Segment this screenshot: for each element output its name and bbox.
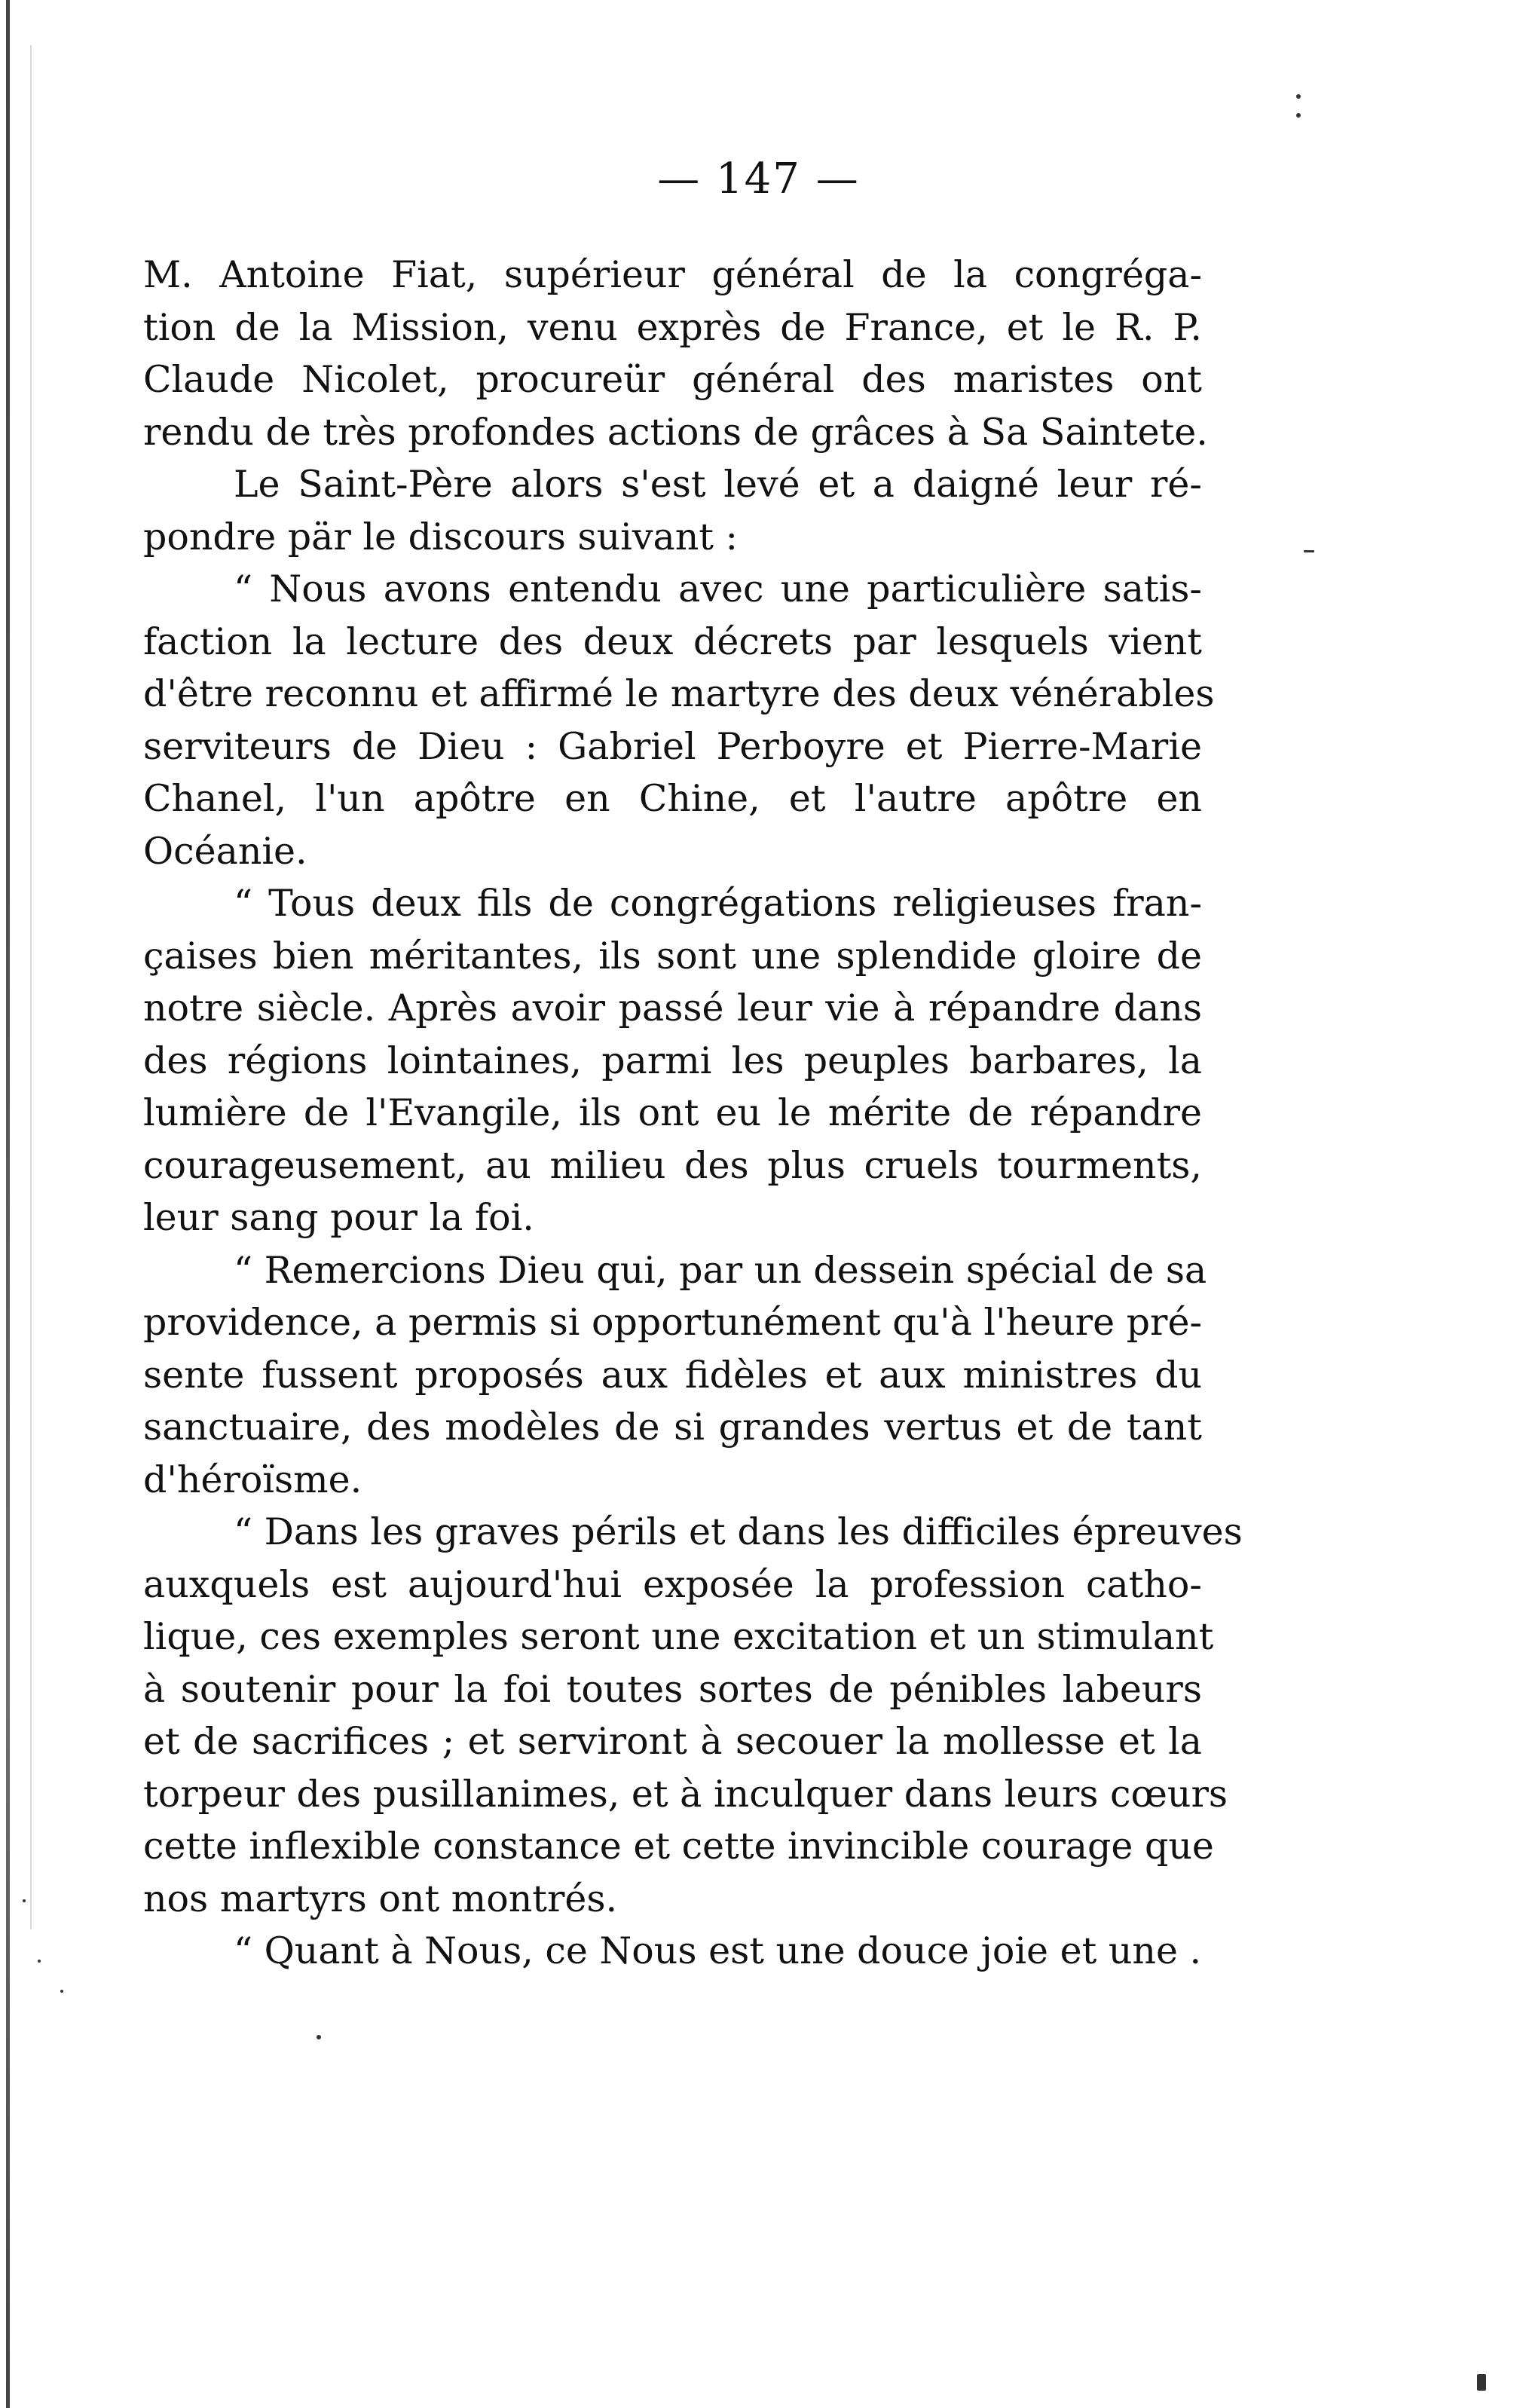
text-line: notre siècle. Après avoir passé leur vie à répandre dans [143, 987, 1202, 1030]
text-line: “ Quant à Nous, ce Nous est une douce joie et une . [234, 1929, 1202, 1972]
page-fold-line [30, 45, 32, 1929]
text-line: providence, a permis si opportunément qu'à l'heure pré- [143, 1301, 1203, 1344]
print-speck [60, 1990, 63, 1993]
text-line: sente fussent proposés aux fidèles et aux ministres du [143, 1353, 1202, 1397]
text-line: torpeur des pusillanimes, et à inculquer dans leurs cœurs [143, 1772, 1228, 1816]
text-line: courageusement, au milieu des plus cruels tourments, [143, 1143, 1202, 1187]
text-line: M. Antoine Fiat, supérieur général de la congréga- [143, 253, 1202, 296]
text-line: Chanel, l'un apôtre en Chine, et l'autre apôtre en [143, 777, 1202, 820]
text-line: pondre pär le discours suivant : [143, 515, 739, 558]
text-line: sanctuaire, des modèles de si grandes vertus et de tant [143, 1406, 1202, 1449]
text-line: leur sang pour la foi. [143, 1196, 534, 1239]
text-line: tion de la Mission, venu exprès de France, et le R. P. [143, 305, 1202, 349]
print-speck [317, 2035, 321, 2039]
text-line: et de sacrifices ; et serviront à secouer la mollesse et la [143, 1720, 1202, 1763]
text-line: “ Dans les graves périls et dans les difficiles épreuves [234, 1510, 1243, 1553]
text-line: lumière de l'Evangile, ils ont eu le mérite de répandre [143, 1091, 1202, 1134]
page-number: — 147 — [657, 155, 860, 203]
page-edge [6, 0, 10, 2408]
body-text [143, 249, 1243, 1978]
text-line: cette inflexible constance et cette invincible courage que [143, 1825, 1214, 1868]
text-line: Le Saint-Père alors s'est levé et a daigné leur ré- [234, 463, 1202, 506]
text-line: auxquels est aujourd'hui exposée la profession catho- [143, 1562, 1202, 1606]
text-line: à soutenir pour la foi toutes sortes de pénibles labeurs [143, 1667, 1202, 1711]
print-speck [1296, 94, 1301, 99]
text-line: “ Nous avons entendu avec une particulière satis- [234, 568, 1202, 610]
print-speck [1477, 2374, 1486, 2391]
text-line: “ Tous deux fils de congrégations religieuses fran- [234, 882, 1202, 925]
text-line: serviteurs de Dieu : Gabriel Perboyre et Pierre-Marie [143, 724, 1202, 768]
text-line: Océanie. [143, 829, 307, 873]
text-line: des régions lointaines, parmi les peuples barbares, la [143, 1039, 1202, 1082]
text-line: d'héroïsme. [143, 1458, 362, 1501]
print-speck [23, 1899, 26, 1902]
text-line: faction la lecture des deux décrets par lesquels vient [143, 620, 1202, 663]
text-line: “ Remercions Dieu qui, par un dessein spécial de sa [234, 1248, 1207, 1292]
text-line: çaises bien méritantes, ils sont une splendide gloire de [143, 934, 1202, 978]
print-speck [1304, 550, 1314, 552]
text-line: d'être reconnu et affirmé le martyre des deux vénérables [143, 672, 1215, 715]
text-line: Claude Nicolet, procureür général des maristes ont [143, 358, 1202, 401]
print-speck [38, 1960, 41, 1963]
text-line: lique, ces exemples seront une excitation et un stimulant [143, 1615, 1214, 1658]
text-line: nos martyrs ont montrés. [143, 1877, 618, 1920]
print-speck [1296, 113, 1301, 118]
text-line: rendu de très profondes actions de grâces à Sa Saintete. [143, 410, 1208, 454]
